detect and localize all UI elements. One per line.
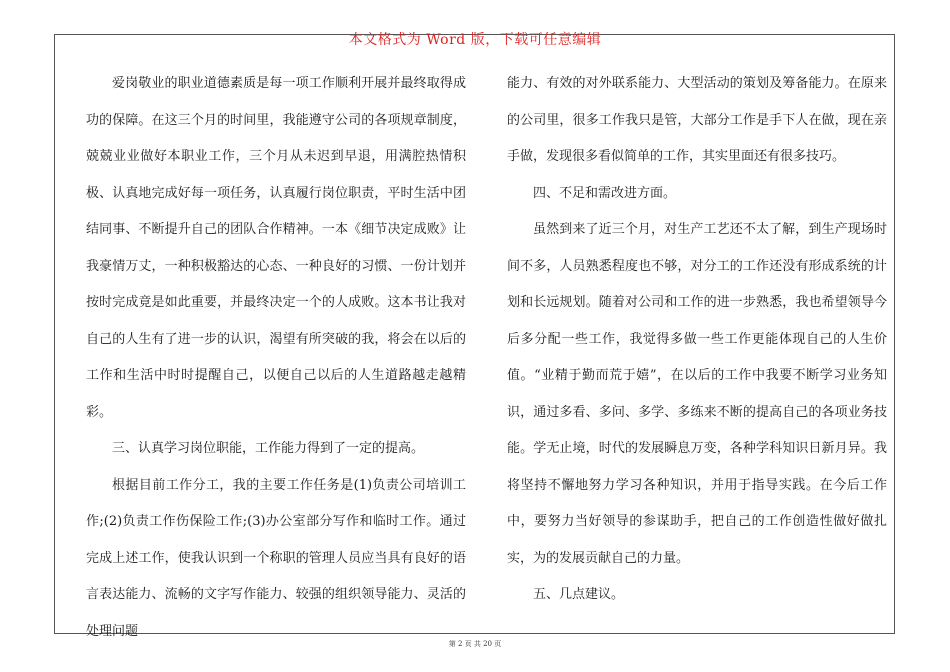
right-column [507, 66, 887, 614]
paragraph-work-ethic: 爱岗敬业的职业道德素质是每一项工作顺利开展并最终取得成功的保障。在这三个月的时间里，我能遵守公司的各项规章制度，兢兢业业做好本职业工作，三个月从未迟到早退，用满腔热情积极、认真地完成好每一项任务，认真履行岗位职责，平时生活中团结同事、不断提升自己的团队合作精神。一本《细节决定成败》让我豪情万丈，一种积极豁达的心态、一种良好的习惯、一份计划并按时完成竟是如此重要，并最终决定一个的人成败。这本书让我对自己的人生有了进一步的认识，渴望有所突破的我，将会在以后的工作和生活中时时提醒自己，以便自己以后的人生道路越走越精彩。 [86, 76, 466, 420]
paragraph-continuation: 能力、有效的对外联系能力、大型活动的策划及筹备能力。在原来的公司里，很多工作我只是管，大部分工作是手下人在做，现在亲手做，发现很多看似简单的工作，其实里面还有很多技巧。 [507, 76, 887, 164]
left-column [86, 66, 466, 650]
section-heading-three: 三、认真学习岗位职能，工作能力得到了一定的提高。 [112, 441, 425, 456]
watermark-header: 本文格式为 Word 版，下载可任意编辑 [348, 32, 602, 48]
section-heading-five: 五、几点建议。 [533, 587, 625, 602]
paragraph-job-duties: 根据目前工作分工，我的主要工作任务是(1)负责公司培训工作;(2)负责工作伤保险工作;(3)办公室部分写作和临时工作。通过完成上述工作，使我认识到一个称职的管理人员应当具有良好的语言表达能力、流畅的文字写作能力、较强的组织领导能力、灵活的处理问题 [86, 477, 466, 639]
section-heading-four: 四、不足和需改进方面。 [533, 185, 677, 201]
page-number: 第 2 页 共 20 页 [448, 640, 502, 648]
paragraph-shortcomings: 虽然到来了近三个月，对生产工艺还不太了解，到生产现场时间不多，人员熟悉程度也不够，对分工的工作还没有形成系统的计划和长远规划。随着对公司和工作的进一步熟悉，我也希望领导今后多分配一些工作，我觉得多做一些工作更能体现自己的人生价值。“业精于勤而荒于嬉”，在以后的工作中我要不断学习业务知识，通过多看、多问、多学、多练来不断的提高自己的各项业务技能。学无止境，时代的发展瞬息万变，各种学科知识日新月异。我将坚持不懈地努力学习各种知识，并用于指导实践。在今后工作中，要努力当好领导的参谋助手，把自己的工作创造性做好做扎实，为的发展贡献自己的力量。 [507, 222, 887, 566]
